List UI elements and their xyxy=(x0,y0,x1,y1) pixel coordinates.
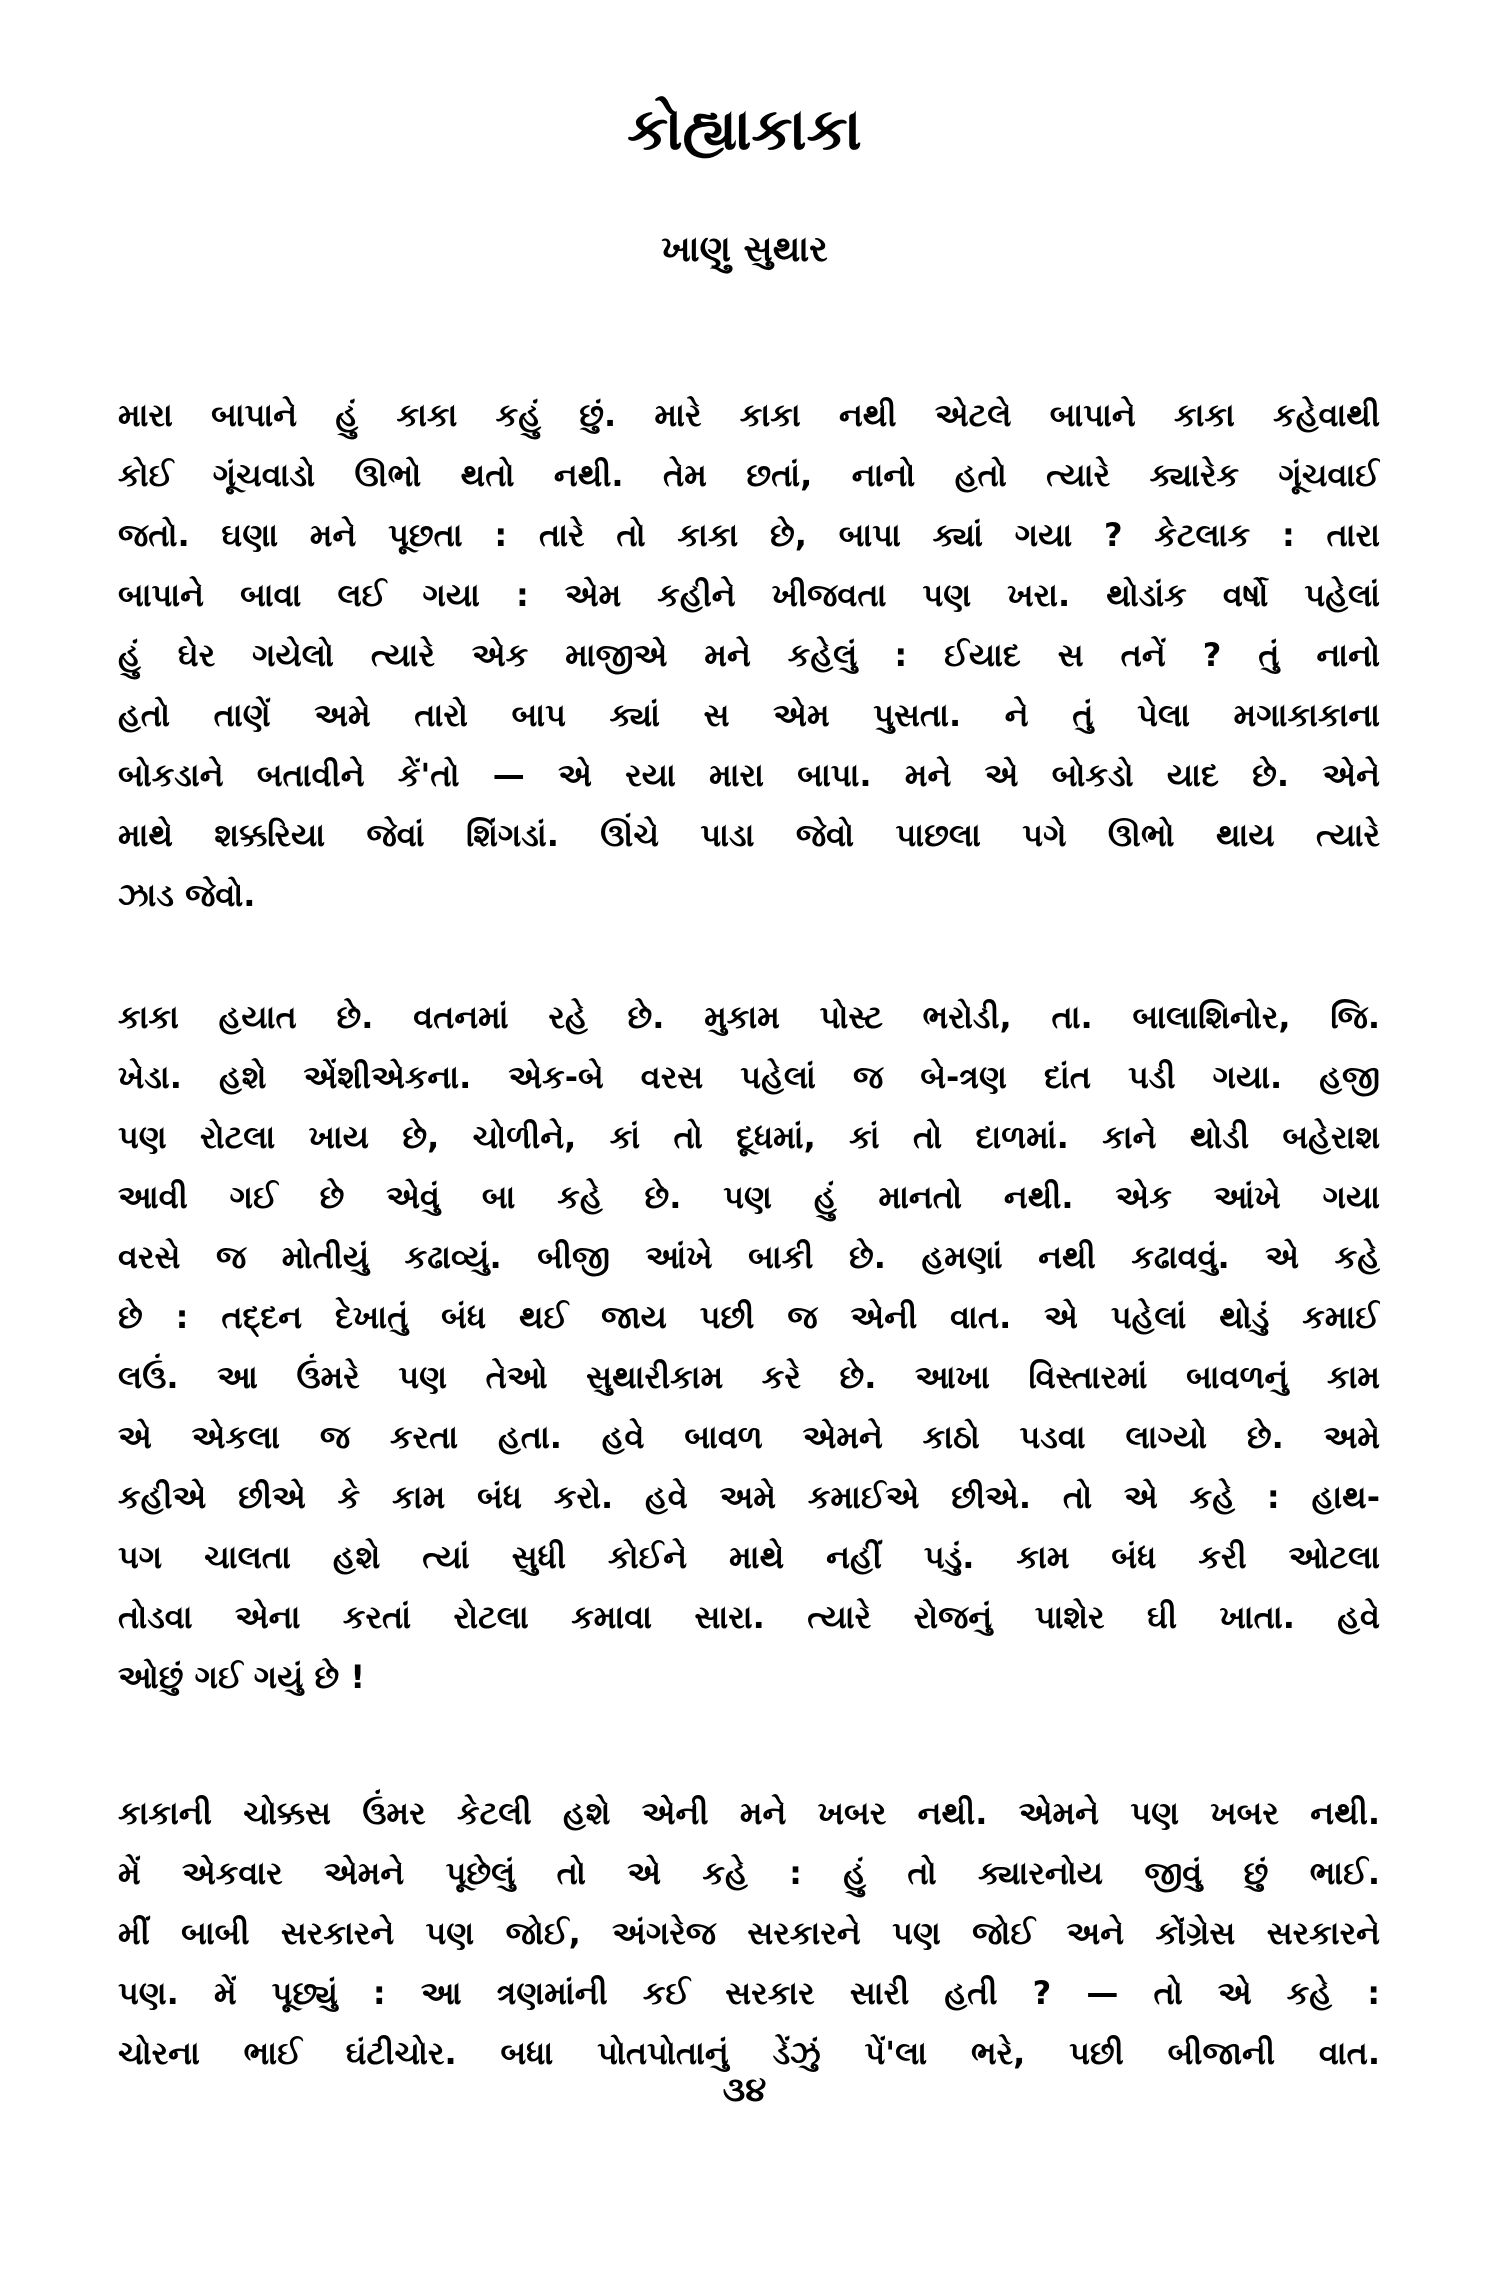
page-number: ૩૪ xyxy=(722,2070,767,2110)
text-line: કહીએ છીએ કે કામ બંધ કરો. હવે અમે કમાઈએ છીએ. તો એ કહે : હાથ- xyxy=(118,1478,1380,1516)
text-line: બાપાને બાવા લઈ ગયા : એમ કહીને ખીજવતા પણ ખરા. થોડાંક વર્ષો પહેલાં xyxy=(118,576,1380,614)
text-line: પણ. મેં પૂછ્યું : આ ત્રણમાંની કઈ સરકાર સારી હતી ? — તો એ કહે : xyxy=(118,1974,1380,2012)
text-line: આવી ગઈ છે એવું બા કહે છે. પણ હું માનતો નથી. એક આંખે ગયા xyxy=(118,1178,1380,1216)
text-line: માથે શક્કરિયા જેવાં શિંગડાં. ઊંચે પાડા જેવો પાછલા પગે ઊભો થાય ત્યારે xyxy=(118,816,1380,854)
author-name: ખાણુ સુથાર xyxy=(661,229,828,270)
text-line: એ એકલા જ કરતા હતા. હવે બાવળ એમને કાઠો પડવા લાગ્યો છે. અમે xyxy=(118,1418,1380,1456)
text-line: તોડવા એના કરતાં રોટલા કમાવા સારા. ત્યારે રોજનું પાશેર ઘી ખાતા. હવે xyxy=(118,1598,1380,1636)
paragraph xyxy=(118,987,1380,1707)
text-line: મારા બાપાને હું કાકા કહું છું. મારે કાકા નથી એટલે બાપાને કાકા કહેવાથી xyxy=(118,396,1380,434)
text-line: ઓછું ગઈ ગયું છે ! xyxy=(118,1658,365,1696)
text-line: બોકડાને બતાવીને કેં'તો — એ રયા મારા બાપા. મને એ બોકડો યાદ છે. એને xyxy=(118,756,1380,794)
text-line: કોઈ ગૂંચવાડો ઊભો થતો નથી. તેમ છતાં, નાનો હતો ત્યારે ક્યારેક ગૂંચવાઈ xyxy=(118,456,1380,494)
text-line: મેં એકવાર એમને પૂછેલું તો એ કહે : હું તો ક્યારનોય જીવું છું ભાઈ. xyxy=(118,1854,1380,1892)
text-line: વરસે જ મોતીયું કઢાવ્યું. બીજી આંખે બાકી છે. હમણાં નથી કઢાવવું. એ કહે xyxy=(118,1238,1380,1276)
text-line: હું ઘેર ગયેલો ત્યારે એક માજીએ મને કહેલું : ઈયાદ સ તનેં ? તું નાનો xyxy=(118,636,1380,674)
text-line: મીં બાબી સરકારને પણ જોઈ, અંગરેજ સરકારને પણ જોઈ અને કોંગ્રેસ સરકારને xyxy=(118,1914,1380,1952)
text-line: પણ રોટલા ખાય છે, ચોળીને, કાં તો દૂધમાં, કાં તો દાળમાં. કાને થોડી બહેરાશ xyxy=(118,1118,1380,1156)
text-line: હતો તાણેં અમે તારો બાપ ક્યાં સ એમ પુસતા. ને તું પેલા મગાકાકાના xyxy=(118,696,1380,734)
page-title: કોહ્યાકાકા xyxy=(627,95,862,163)
text-line: છે : તદ્દન દેખાતું બંધ થઈ જાય પછી જ એની વાત. એ પહેલાં થોડું કમાઈ xyxy=(118,1298,1380,1336)
text-line: ખેડા. હશે એંશીએકના. એક-બે વરસ પહેલાં જ બે-ત્રણ દાંત પડી ગયા. હજી xyxy=(118,1058,1380,1096)
paragraph xyxy=(118,1783,1380,2083)
text-line: ચોરના ભાઈ ઘંટીચોર. બધા પોતપોતાનું ડેંઝું પેં'લા ભરે, પછી બીજાની વાત. xyxy=(118,2034,1380,2072)
text-line: લઉં. આ ઉંમરે પણ તેઓ સુથારીકામ કરે છે. આખા વિસ્તારમાં બાવળનું કામ xyxy=(118,1358,1380,1396)
text-line: કાકા હયાત છે. વતનમાં રહે છે. મુકામ પોસ્ટ ભરોડી, તા. બાલાશિનોર, જિ. xyxy=(118,998,1380,1036)
text-line: કાકાની ચોક્કસ ઉંમર કેટલી હશે એની મને ખબર નથી. એમને પણ ખબર નથી. xyxy=(118,1794,1380,1832)
text-line: ઝાડ જેવો. xyxy=(118,876,256,914)
text-line: પગ ચાલતા હશે ત્યાં સુધી કોઈને માથે નહીં પડું. કામ બંધ કરી ઓટલા xyxy=(118,1538,1380,1576)
text-line: જતો. ઘણા મને પૂછતા : તારે તો કાકા છે, બાપા ક્યાં ગયા ? કેટલાક : તારા xyxy=(118,516,1380,554)
paragraph xyxy=(118,385,1380,925)
